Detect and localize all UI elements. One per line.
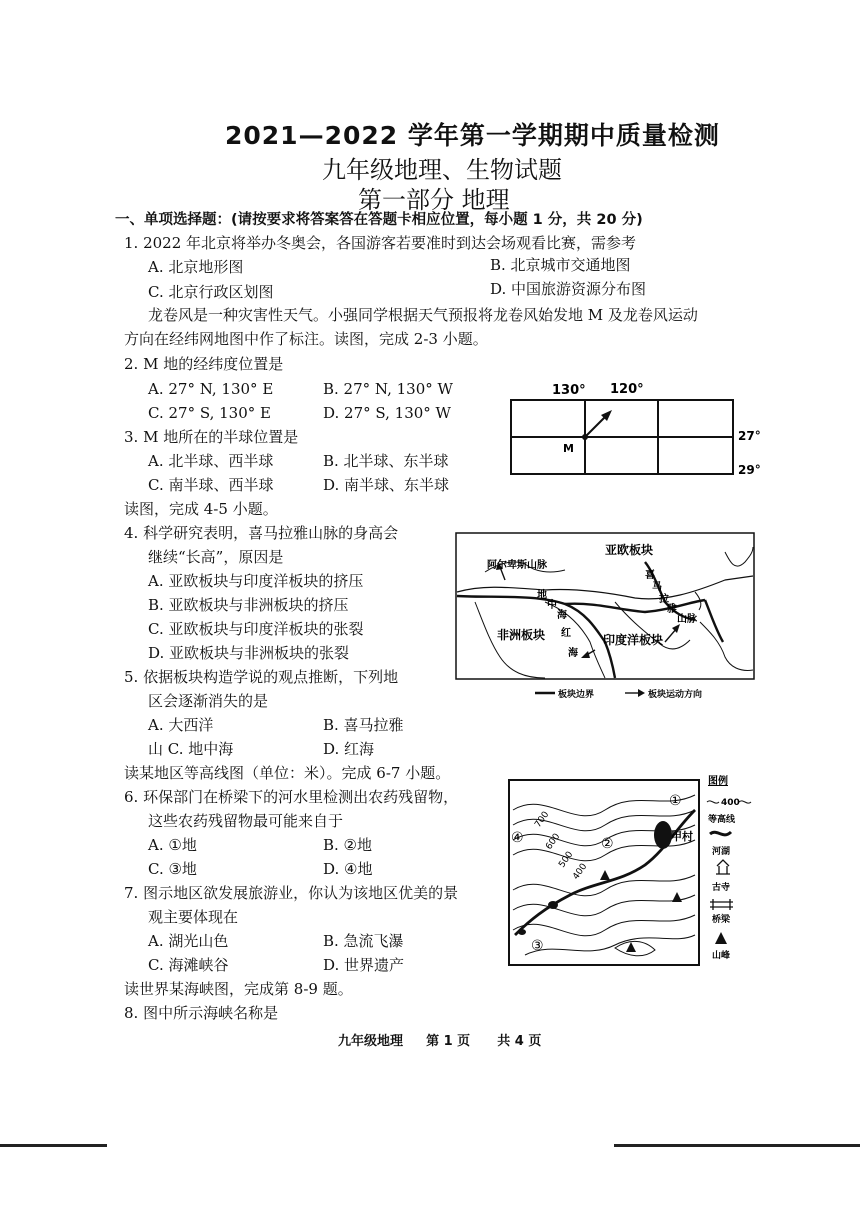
q5-option-a: A. 大西洋 (148, 716, 214, 734)
q4-stem-line1: 4. 科学研究表明，喜马拉雅山脉的身高会 (124, 524, 399, 542)
marker-2: ② (601, 836, 614, 852)
contour-label-500: 500 (557, 849, 576, 870)
q4-option-d: D. 亚欧板块与非洲板块的张裂 (148, 644, 350, 662)
q5-option-c: 山 C. 地中海 (148, 740, 234, 758)
label-med-2: 中 (547, 600, 557, 611)
legend-temple-label: 古寺 (712, 883, 731, 893)
legend-peak-label: 山峰 (712, 951, 731, 961)
q7-option-c: C. 海滩峡谷 (148, 956, 229, 974)
q2-option-c: C. 27° S, 130° E (148, 404, 271, 422)
q3-option-d: D. 南半球、东半球 (323, 476, 450, 494)
q4-stem-line2: 继续“长高”，原因是 (148, 548, 284, 566)
label-himalaya-1: 喜 (645, 570, 655, 581)
legend-contour-value: 400 (721, 798, 740, 808)
contour-label-600: 600 (544, 831, 563, 852)
bridge-icon (710, 899, 733, 910)
label-med-1: 地 (537, 590, 547, 601)
q2-option-a: A. 27° N, 130° E (148, 380, 274, 398)
q1-option-d: D. 中国旅游资源分布图 (490, 280, 647, 298)
scan-edge-right (614, 1144, 860, 1147)
contour-label-700: 700 (533, 809, 552, 830)
legend-plate-boundary: 板块边界 (558, 690, 595, 700)
q7-option-b: B. 急流飞瀑 (323, 932, 404, 950)
label-himalaya-4: 雅 (667, 604, 677, 615)
marker-4: ④ (511, 830, 524, 846)
peak-icon (715, 932, 727, 944)
marker-3: ③ (531, 938, 544, 954)
lon-130-label: 130° (552, 383, 586, 398)
q3-option-b: B. 北半球、东半球 (323, 452, 449, 470)
lat-27-label: 27° (738, 429, 761, 443)
q3-stem: 3. M 地所在的半球位置是 (124, 428, 299, 446)
q5-option-d: D. 红海 (323, 740, 375, 758)
contour-map (505, 770, 770, 970)
q7-stem-line2: 观主要体现在 (148, 908, 239, 926)
temple-icon (716, 860, 730, 874)
section-heading: 一、单项选择题：(请按要求将答案答在答题卡相应位置，每小题 1 分，共 20 分) (115, 212, 643, 228)
q7-stem-line1: 7. 图示地区欲发展旅游业，你认为该地区优美的景 (124, 884, 459, 902)
legend-title: 图例 (708, 776, 728, 787)
plate-tectonics-map (455, 532, 770, 702)
q5-stem-line2: 区会逐渐消失的是 (148, 692, 269, 710)
marker-1: ① (669, 793, 682, 809)
q1-stem: 1. 2022 年北京将举办冬奥会，各国游客若要准时到达会场观看比赛，需参考 (124, 234, 637, 252)
q4-option-c: C. 亚欧板块与印度洋板块的张裂 (148, 620, 364, 638)
legend-bridge-label: 桥梁 (712, 915, 731, 925)
label-himalaya-5: 山脉 (677, 614, 697, 625)
q6-stem-line1: 6. 环保部门在桥梁下的河水里检测出农药残留物， (124, 788, 459, 806)
legend-river-label: 河湖 (712, 847, 731, 857)
intro-8-9: 读世界某海峡图，完成第 8-9 题。 (124, 980, 353, 998)
label-eurasian-plate: 亚欧板块 (605, 543, 654, 557)
intro-2-3-line1: 龙卷风是一种灾害性天气。小强同学根据天气预报将龙卷风始发地 M 及龙卷风运动 (148, 306, 698, 324)
q6-option-a: A. ①地 (148, 836, 197, 854)
q6-stem-line2: 这些农药残留物最可能来自于 (148, 812, 344, 830)
label-himalaya-3: 拉 (659, 594, 669, 605)
lake-shape (654, 821, 672, 849)
lat-lon-grid-map (500, 380, 770, 485)
label-med-3: 海 (557, 610, 567, 621)
part-title: 第一部分 地理 (358, 186, 510, 214)
q2-option-b: B. 27° N, 130° W (323, 380, 453, 398)
q5-stem-line1: 5. 依据板块构造学说的观点推断，下列地 (124, 668, 399, 686)
q1-option-b: B. 北京城市交通地图 (490, 256, 631, 274)
footer-total: 共 4 页 (497, 1034, 542, 1049)
q6-option-c: C. ③地 (148, 860, 197, 878)
lon-120-label: 120° (610, 382, 644, 397)
footer (338, 1030, 541, 1049)
q7-option-d: D. 世界遗产 (323, 956, 405, 974)
q8-stem: 8. 图中所示海峡名称是 (124, 1004, 279, 1022)
q4-option-a: A. 亚欧板块与印度洋板块的挤压 (148, 572, 364, 590)
lat-29-label: 29° (738, 463, 761, 477)
q7-option-a: A. 湖光山色 (148, 932, 229, 950)
label-himalaya-2: 马 (652, 582, 662, 593)
q6-option-d: D. ④地 (323, 860, 373, 878)
q1-option-a: A. 北京地形图 (148, 258, 244, 276)
q3-option-a: A. 北半球、西半球 (148, 452, 274, 470)
q3-option-c: C. 南半球、西半球 (148, 476, 274, 494)
point-m-label: M (563, 442, 574, 455)
village-label: 甲村 (671, 830, 693, 843)
label-alps: 阿尔卑斯山脉 (487, 560, 547, 571)
contour-label-400: 400 (571, 861, 590, 882)
label-african-plate: 非洲板块 (497, 628, 546, 642)
legend-plate-motion: 板块运动方向 (648, 690, 703, 700)
footer-page: 第 1 页 (426, 1034, 471, 1049)
label-indian-ocean-plate: 印度洋板块 (603, 633, 664, 647)
q4-option-b: B. 亚欧板块与非洲板块的挤压 (148, 596, 349, 614)
q1-option-c: C. 北京行政区划图 (148, 283, 274, 301)
exam-title: 2021—2022 学年第一学期期中质量检测 (225, 121, 720, 150)
q6-option-b: B. ②地 (323, 836, 373, 854)
q2-stem: 2. M 地的经纬度位置是 (124, 355, 284, 373)
exam-subtitle: 九年级地理、生物试题 (322, 156, 562, 184)
q2-option-d: D. 27° S, 130° W (323, 404, 451, 422)
intro-6-7: 读某地区等高线图（单位：米）。完成 6-7 小题。 (124, 764, 451, 782)
q5-option-b: B. 喜马拉雅 (323, 716, 404, 734)
footer-subject: 九年级地理 (338, 1034, 404, 1049)
label-redsea-1: 红 (561, 628, 571, 639)
scan-edge-left (0, 1144, 107, 1147)
intro-4-5: 读图，完成 4-5 小题。 (124, 500, 278, 518)
legend-contour-label: 等高线 (708, 815, 736, 825)
label-redsea-2: 海 (568, 648, 578, 659)
intro-2-3-line2: 方向在经纬网地图中作了标注。读图，完成 2-3 小题。 (124, 330, 488, 348)
